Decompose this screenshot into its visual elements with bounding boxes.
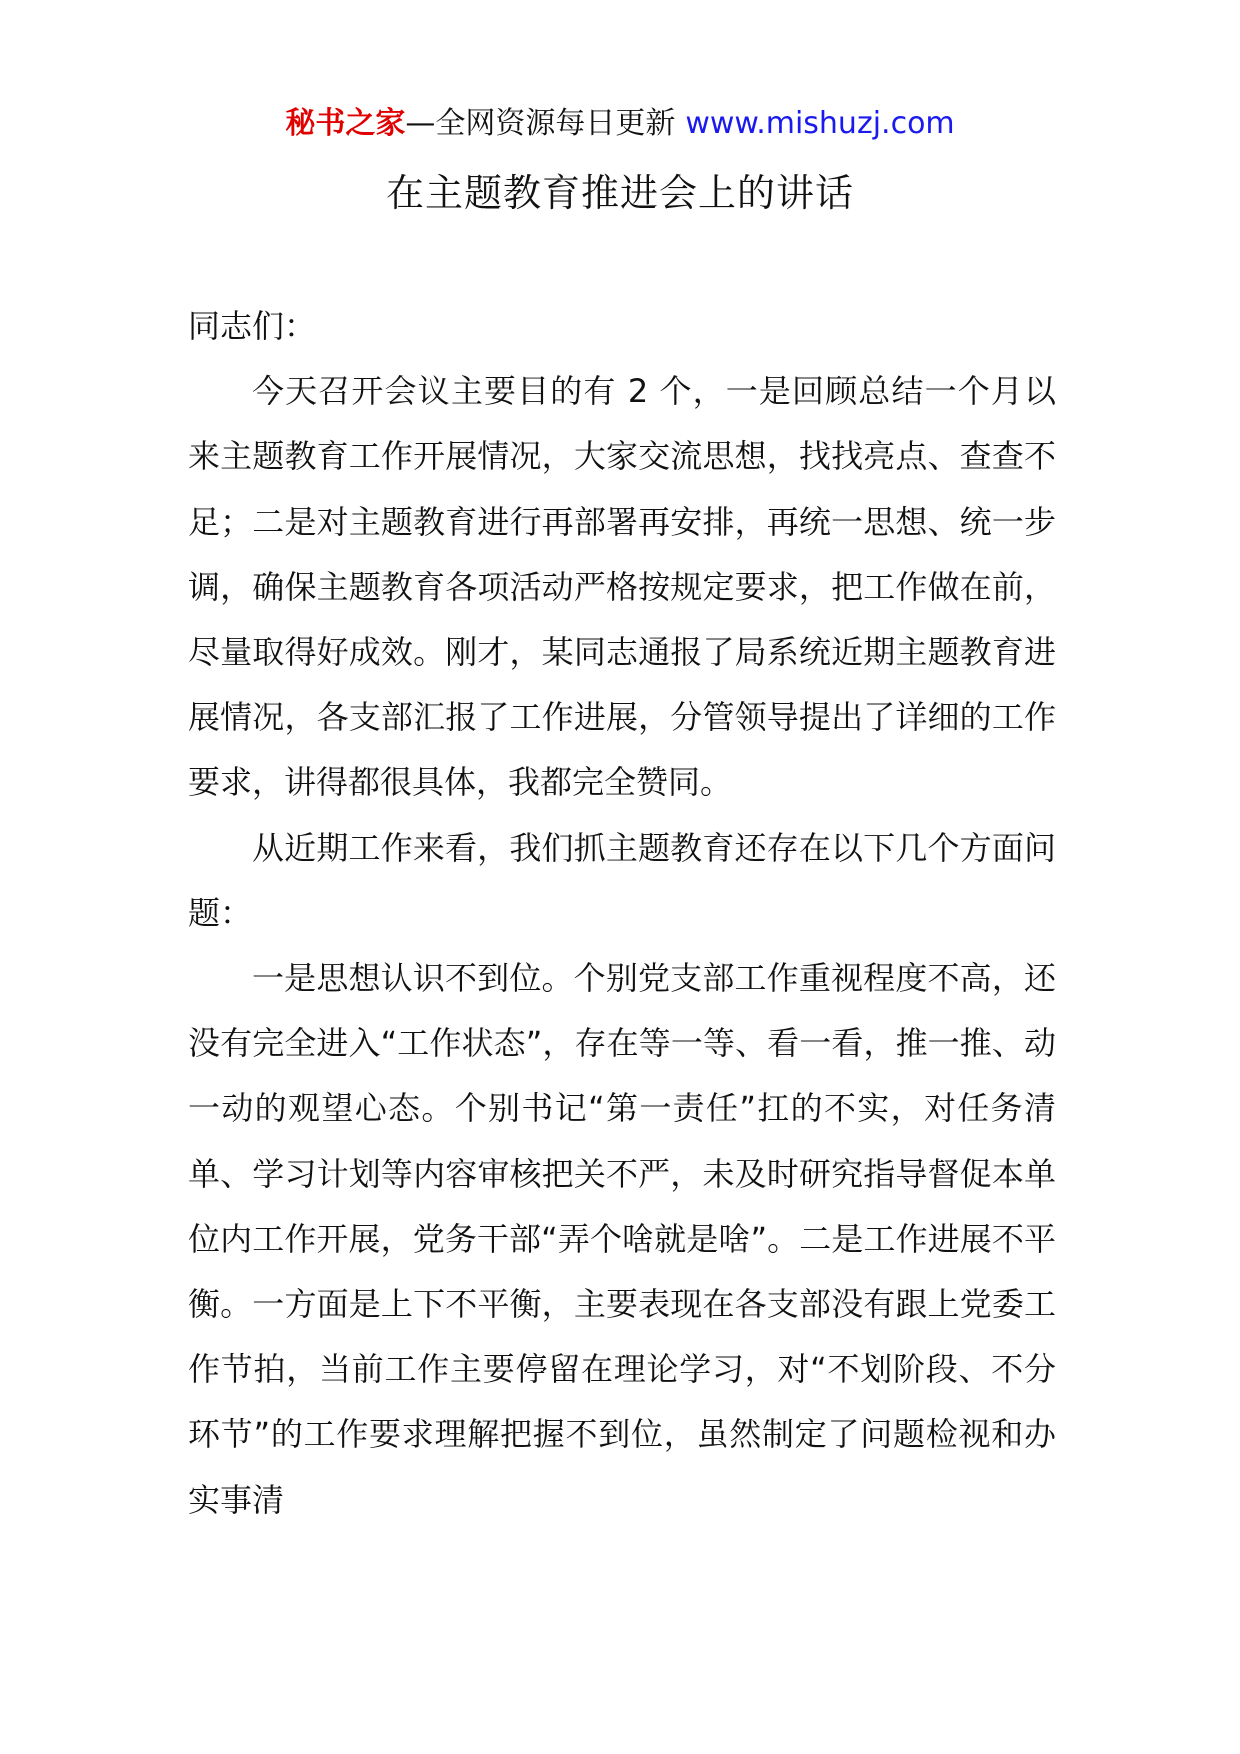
salutation: 同志们： [188,307,317,345]
paragraph-3: 一是思想认识不到位。个别党支部工作重视程度不高，还没有完全进入“工作状态”，存在等一等、看一看，推一推、动一动的观望心态。个别书记“第一责任”扛的不实，对任务清单、学习计划等内容审核把关不严，未及时研究指导督促本单位内工作开展，党务干部“弄个啥就是啥”。二是工作进展不平衡。一方面是上下不平衡，主要表现在各支部没有跟上党委工作节拍，当前工作主要停留在理论学习，对“不划阶段、不分环节”的工作要求理解把握不到位，虽然制定了问题检视和办实事清 [188,959,1056,1519]
document-title: 在主题教育推进会上的讲话 [385,171,854,215]
brand-name: 秘书之家 [285,106,406,141]
site-header [0,104,1240,144]
header-tagline: —全网资源每日更新 [405,106,676,141]
site-url-link[interactable]: www.mishuzj.com [685,106,955,141]
document-body [188,294,1056,1533]
paragraph-2: 从近期工作来看，我们抓主题教育还存在以下几个方面问题： [188,828,1056,932]
paragraph-1: 今天召开会议主要目的有 2 个，一是回顾总结一个月以来主题教育工作开展情况，大家交流思想，找找亮点、查查不足；二是对主题教育进行再部署再安排，再统一思想、统一步调，确保主题教育各项活动严格按规定要求，把工作做在前，尽量取得好成效。刚才，某同志通报了局系统近期主题教育进展情况，各支部汇报了工作进展，分管领导提出了详细的工作要求，讲得都很具体，我都完全赞同。 [188,372,1056,802]
